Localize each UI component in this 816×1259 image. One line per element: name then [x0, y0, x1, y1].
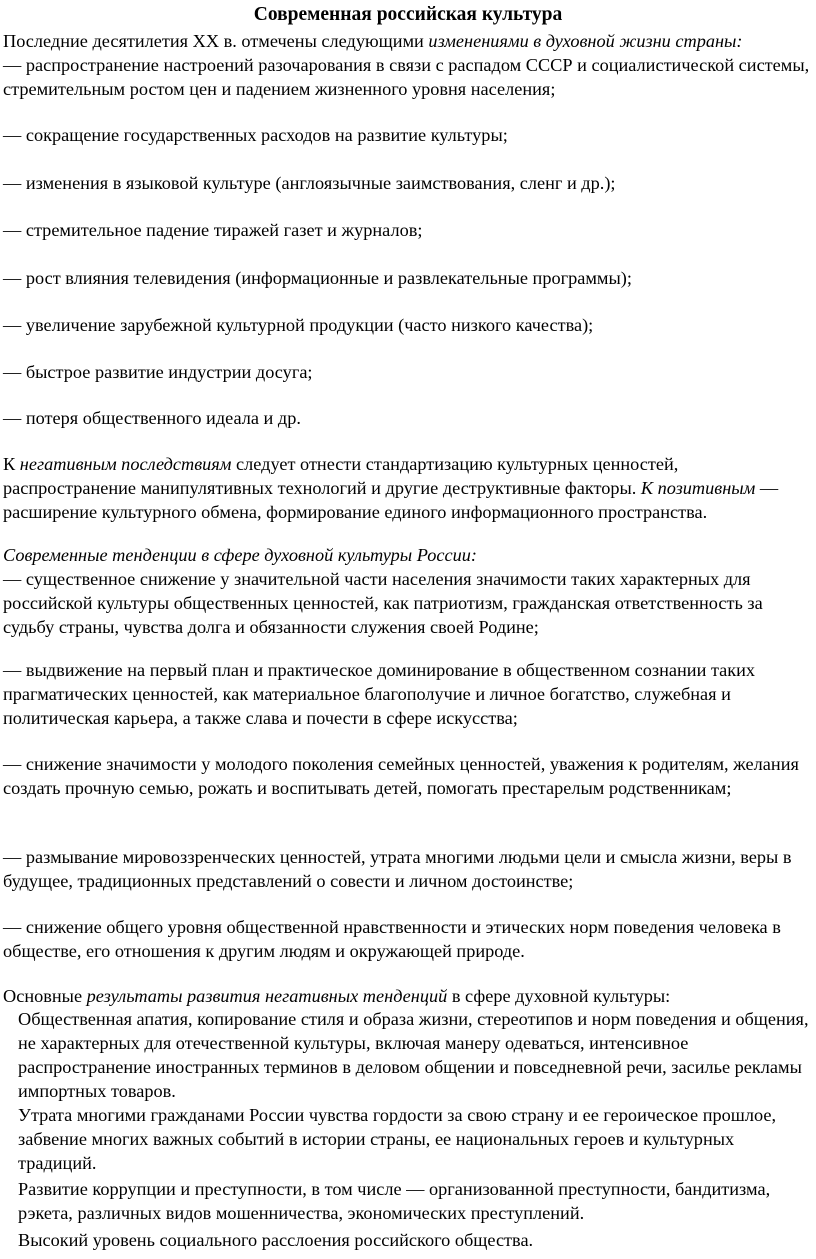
change-item: — стремительное падение тиражей газет и журналов;	[3, 220, 423, 240]
document-title: Современная российская культура	[253, 4, 563, 25]
intro-lead: Последние десятилетия XX в. отмечены следующими	[3, 31, 429, 51]
trend-item: — существенное снижение у значительной части населения значимости таких характерных для российской культуры общественных ценностей, как патриотизм, гражданская ответственность за судьбу страны, чувства долга и обязанности служения своей Родине;	[3, 569, 763, 637]
change-item: — рост влияния телевидения (информационные и развлекательные программы);	[3, 268, 632, 288]
change-item: — потеря общественного идеала и др.	[3, 408, 301, 428]
trend-item: — выдвижение на первый план и практическое доминирование в общественном сознании таких прагматических ценностей, как материальное благополучие и личное богатство, служебная и политическая карьера, а также слава и почести в сфере искусства;	[3, 660, 756, 728]
intro-lead-italic: изменениями в духовной жизни страны:	[428, 31, 743, 51]
results-heading	[3, 984, 814, 1008]
change-item: — увеличение зарубежной культурной продукции (часто низкого качества);	[3, 315, 594, 335]
positive-consequences-text: — расширение культурного обмена, формирование единого информационного пространства.	[3, 478, 779, 522]
negative-consequences-text: следует отнести стандартизацию культурных ценностей, распространение манипулятивных технологий и другие деструктивные факторы.	[3, 454, 679, 498]
result-item: Высокий уровень социального расслоения российского общества.	[18, 1230, 534, 1250]
trend-item: — снижение значимости у молодого поколения семейных ценностей, уважения к родителям, желания создать прочную семью, рожать и воспитывать детей, помогать престарелым родственникам;	[3, 754, 799, 798]
positive-consequences-term: К позитивным	[640, 478, 756, 498]
trend-item: — размывание мировоззренческих ценностей, утрата многими людьми цели и смысла жизни, веры в будущее, традиционных представлений о совести и личном достоинстве;	[3, 847, 792, 891]
negative-consequences-term: негативным последствиям	[19, 454, 232, 474]
results-prefix: Основные	[3, 986, 87, 1006]
trends-heading	[3, 543, 814, 567]
results-italic-term: результаты развития негативных тенденций	[86, 986, 448, 1006]
change-item: — быстрое развитие индустрии досуга;	[3, 362, 313, 382]
results-suffix: в сфере духовной культуры:	[447, 986, 671, 1006]
result-item: Общественная апатия, копирование стиля и образа жизни, стереотипов и норм поведения и общения, не характерных для отечественной культуры, включая манеру одеваться, интенсивное распространение иностранных терминов в деловом общении и повседневной речи, засилье рекламы импортных товаров.	[18, 1009, 809, 1101]
change-item: — распространение настроений разочарования в связи с распадом СССР и социалистической системы, стремительным ростом цен и падением жизненного уровня населения;	[3, 55, 810, 99]
change-item: — сокращение государственных расходов на развитие культуры;	[3, 125, 508, 145]
trends-heading-text: Современные тенденции в сфере духовной культуры России:	[3, 545, 478, 565]
trend-item: — снижение общего уровня общественной нравственности и этических норм поведения человека в обществе, его отношения к другим людям и окружающей природе.	[3, 917, 781, 961]
result-item: Утрата многими гражданами России чувства гордости за свою страну и ее героическое прошлое, забвение многих важных событий в истории страны, ее национальных героев и культурных традиций.	[18, 1105, 777, 1173]
change-item: — изменения в языковой культуре (англоязычные заимствования, сленг и др.);	[3, 173, 616, 193]
consequences-paragraph	[3, 452, 814, 524]
result-item: Развитие коррупции и преступности, в том числе — организованной преступности, бандитизма, рэкета, различных видов мошенничества, экономических преступлений.	[18, 1179, 771, 1223]
consequences-prefix: К	[3, 454, 20, 474]
intro-paragraph	[3, 29, 814, 53]
